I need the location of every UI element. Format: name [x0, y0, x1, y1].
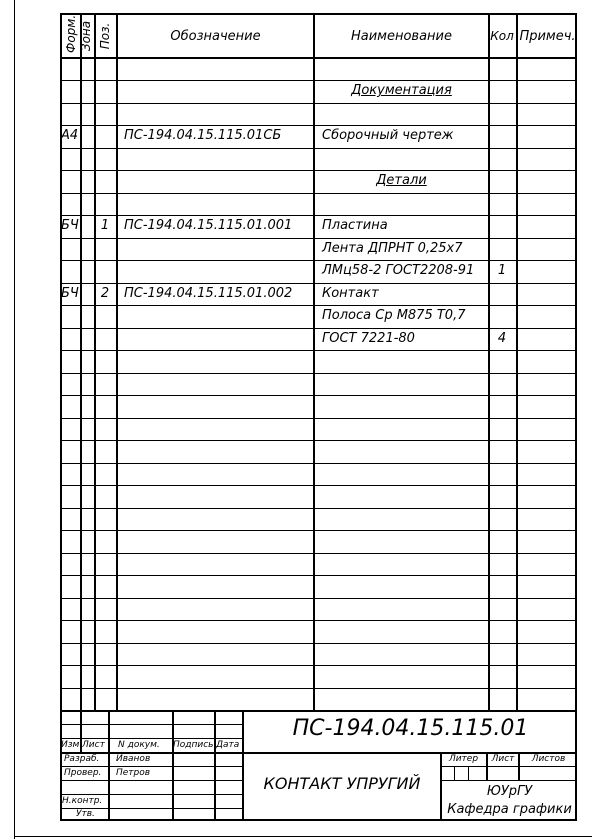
header-name: Наименование	[350, 29, 453, 44]
header-note: Примеч.	[519, 29, 576, 44]
tb-row-line	[60, 794, 242, 795]
row-form: А4	[61, 128, 79, 143]
tb-row-line	[60, 780, 242, 781]
row-line	[60, 260, 577, 261]
row-name: Пластина	[322, 218, 388, 233]
row-line	[60, 283, 577, 284]
row-line	[60, 170, 577, 171]
header-zone: Зона	[79, 20, 93, 52]
tb-sheet: Лист	[491, 754, 515, 764]
row-line	[60, 665, 577, 666]
tb-utv: Утв.	[76, 809, 95, 819]
tb-title: КОНТАКТ УПРУГИЙ	[263, 774, 421, 793]
row-line	[60, 553, 577, 554]
col-sep-pos	[116, 13, 118, 710]
row-section-heading: Документация	[351, 83, 452, 98]
row-designation: ПС-194.04.15.115.01СБ	[124, 128, 282, 143]
row-line	[60, 688, 577, 689]
header-qty: Кол	[490, 29, 514, 43]
row-name: ГОСТ 7221-80	[322, 331, 415, 346]
tb-right-line	[440, 780, 577, 781]
row-line	[60, 598, 577, 599]
col-sep-zone	[94, 13, 96, 710]
header-bottom-line	[60, 57, 577, 59]
row-form: БЧ	[61, 286, 79, 301]
tb-row-line	[60, 724, 242, 725]
row-line	[60, 463, 577, 464]
tb-ndoc: N докум.	[118, 740, 160, 750]
tb-sign: Подпись	[173, 740, 214, 750]
row-line	[60, 305, 577, 306]
row-line	[60, 80, 577, 81]
row-line	[60, 328, 577, 329]
tb-row-line	[60, 766, 242, 767]
header-form: Форм.	[64, 14, 78, 53]
tb-sheets: Листов	[531, 754, 566, 764]
row-form: БЧ	[61, 218, 79, 233]
tb-izm: Изм	[61, 740, 80, 750]
row-line	[60, 508, 577, 509]
tb-razrab: Разраб.	[64, 754, 100, 764]
tb-nkontr: Н.контр.	[62, 796, 103, 806]
row-line	[60, 103, 577, 104]
tb-prover-name: Петров	[116, 768, 151, 778]
row-line	[60, 350, 577, 351]
row-line	[60, 193, 577, 194]
row-line	[60, 440, 577, 441]
row-name: Лента ДПРНТ 0,25х7	[322, 241, 463, 256]
row-name: Полоса Ср М875 Т0,7	[322, 308, 466, 323]
row-line	[60, 125, 577, 126]
tb-liter: Литер	[448, 754, 479, 764]
col-sep-designation	[313, 13, 315, 710]
binding-margin-line	[14, 0, 15, 839]
row-name: ЛМц58-2 ГОСТ2208-91	[322, 263, 475, 278]
row-line	[60, 418, 577, 419]
col-sep-qty	[516, 13, 518, 710]
row-line	[60, 643, 577, 644]
row-qty: 4	[497, 331, 507, 346]
tb-right-line	[440, 766, 577, 767]
row-name: Сборочный чертеж	[322, 128, 454, 143]
row-line	[60, 620, 577, 621]
row-line	[60, 238, 577, 239]
row-line	[60, 485, 577, 486]
tb-doc-code: ПС-194.04.15.115.01	[292, 716, 529, 741]
tb-list: Лист	[82, 740, 105, 750]
bottom-margin-line	[14, 836, 592, 837]
row-line	[60, 148, 577, 149]
tb-liter-cell	[454, 766, 455, 780]
titleblock-top-line	[60, 710, 577, 712]
header-pos: Поз.	[98, 22, 112, 50]
row-designation: ПС-194.04.15.115.01.001	[124, 218, 293, 233]
row-line	[60, 395, 577, 396]
row-pos: 1	[100, 218, 110, 233]
row-name: Контакт	[322, 286, 379, 301]
row-line	[60, 215, 577, 216]
col-sep-name	[488, 13, 490, 710]
row-line	[60, 373, 577, 374]
tb-liter-cell	[468, 766, 469, 780]
tb-org-1: ЮУрГУ	[486, 784, 533, 799]
tb-org-2: Кафедра графики	[447, 802, 572, 817]
row-pos: 2	[100, 286, 110, 301]
tb-date: Дата	[216, 740, 240, 750]
tb-prover: Провер.	[64, 768, 102, 778]
row-qty: 1	[497, 263, 507, 278]
tb-razrab-name: Иванов	[116, 754, 151, 764]
col-sep-form	[80, 13, 82, 710]
row-designation: ПС-194.04.15.115.01.002	[124, 286, 293, 301]
tb-row-line	[60, 738, 242, 739]
row-line	[60, 575, 577, 576]
header-designation: Обозначение	[170, 29, 261, 44]
row-line	[60, 530, 577, 531]
row-section-heading: Детали	[376, 173, 427, 188]
